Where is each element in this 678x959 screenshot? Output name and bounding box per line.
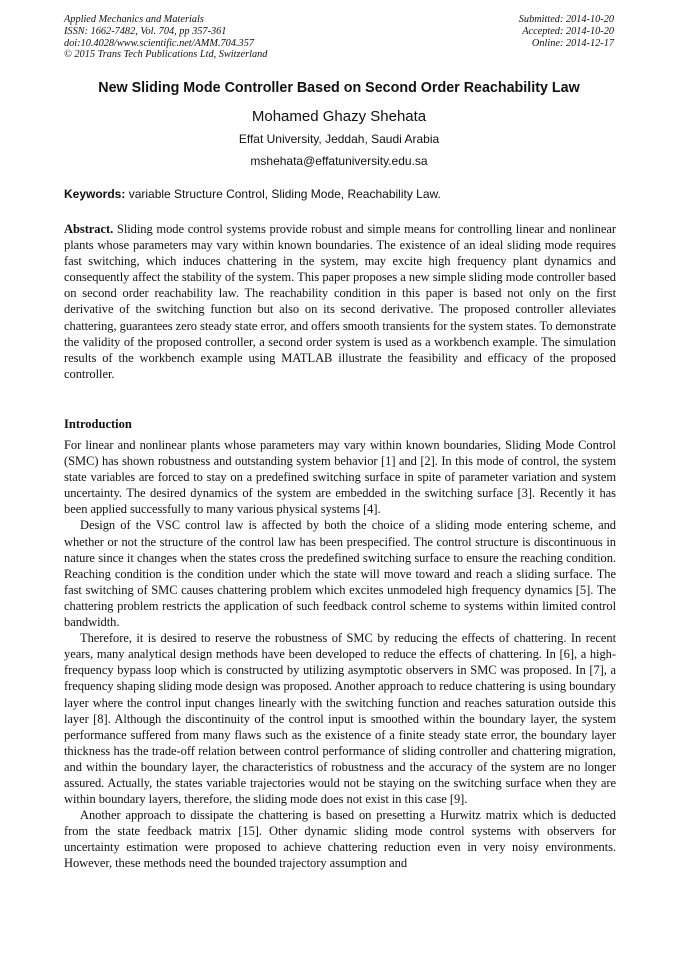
paper-title: New Sliding Mode Controller Based on Second Order Reachability Law xyxy=(98,80,580,96)
journal-info xyxy=(64,14,267,61)
paragraph: Design of the VSC control law is affected by both the choice of a sliding mode entering scheme, and whether or not the structure of the control law has been prespecified. The control structure is discontinuous in nature since it changes when the states cross the predefined switching surface to ensure the reaching condition. Reaching condition is the condition under which the state will move toward and reach a sliding surface. The fast switching of SMC causes chattering problem which excites unmodeled high frequency dynamics [5]. The chattering problem restricts the application of such feedback control scheme to systems within limited control bandwidth. xyxy=(64,518,616,630)
issn: ISSN: 1662-7482, Vol. 704, pp 357-361 xyxy=(64,25,227,37)
section-heading: Introduction xyxy=(64,417,132,431)
abstract xyxy=(64,221,616,382)
submitted-date: Submitted: 2014-10-20 xyxy=(518,14,614,25)
online-date: Online: 2014-12-17 xyxy=(531,37,614,49)
keywords xyxy=(64,187,616,201)
author-affiliation: Effat University, Jeddah, Saudi Arabia xyxy=(238,132,440,146)
paragraph: Another approach to dissipate the chattering is based on presetting a Hurwitz matrix which is deducted from the state feedback matrix [15]. Other dynamic sliding mode control systems with observers for uncertainty estimation were proposed to achieve chattering reduction even in very noisy environments. However, these methods need the bounded trajectory assumption and xyxy=(64,808,616,871)
paragraph: Therefore, it is desired to reserve the robustness of SMC by reducing the effects of chattering. In recent years, many analytical design methods have been developed to reduce the effects of chattering. In [6], a high-frequency bypass loop which is constructed by utilizing asymptotic observers in SMC was proposed. In [7], a frequency shaping sliding mode design was proposed. Another approach to reduce chattering is using boundary layer where the control input changes linearly with the switching function and reaches saturation outside this layer [8]. Although the discontinuity of the control input is smoothed within the boundary layer, the system performance suffered from many flaws such as the existence of a finite steady state error, the boundary layer thickness has the trade-off relation between control performance of sliding controller and chattering migration, and within the boundary layer, the characteristics of robustness and the accuracy of the system are no longer assured. Actually, the states variable trajectories would not be staying on the switching surface when they are within boundary layers, therefore, the sliding mode does not exist in this case [9]. xyxy=(64,631,616,807)
author-email: mshehata@effatuniversity.edu.sa xyxy=(250,154,428,168)
paragraph: For linear and nonlinear plants whose parameters may vary within known boundaries, Sliding Mode Control (SMC) has shown robustness and outstanding system behavior [1] and [2]. In this mode of control, the system state variables are forced to stay on a predefined switching surface in spite of parameter variation and system uncertainty. The desired dynamics of the system are embedded in the switching surface [3]. Recently it has been applied successfully to many various physical systems [4]. xyxy=(64,438,616,517)
abstract-label: Abstract. xyxy=(64,222,114,236)
doi: doi:10.4028/www.scientific.net/AMM.704.357 xyxy=(64,37,254,49)
abstract-text: Sliding mode control systems provide robust and simple means for controlling linear and nonlinear plants whose parameters may vary within known boundaries. The existence of an ideal sliding mode requires fast switching, which induces chattering in the system, may excite high frequency plant dynamics and consequently affect the stability of the system. This paper proposes a new simple sliding mode controller based on second order reachability law. The reachability condition in this paper is based not only on the first derivative of the switching function but also on its second derivative. The proposed controller alleviates chattering, guarantees zero steady state error, and offers smooth transients for the system states. To demonstrate the validity of the proposed controller, a second order system is used as a workbench example. The simulation results of the workbench example using MATLAB illustrate the feasibility and efficacy of the proposed controller. xyxy=(64,222,617,381)
keywords-text: variable Structure Control, Sliding Mode, Reachability Law. xyxy=(125,187,441,201)
introduction-body xyxy=(64,437,616,872)
keywords-label: Keywords: xyxy=(64,187,126,201)
publication-dates xyxy=(519,14,614,49)
author-name: Mohamed Ghazy Shehata xyxy=(251,108,427,125)
copyright: © 2015 Trans Tech Publications Ltd, Switzerland xyxy=(64,49,268,61)
journal-name: Applied Mechanics and Materials xyxy=(64,14,204,25)
accepted-date: Accepted: 2014-10-20 xyxy=(522,25,614,37)
